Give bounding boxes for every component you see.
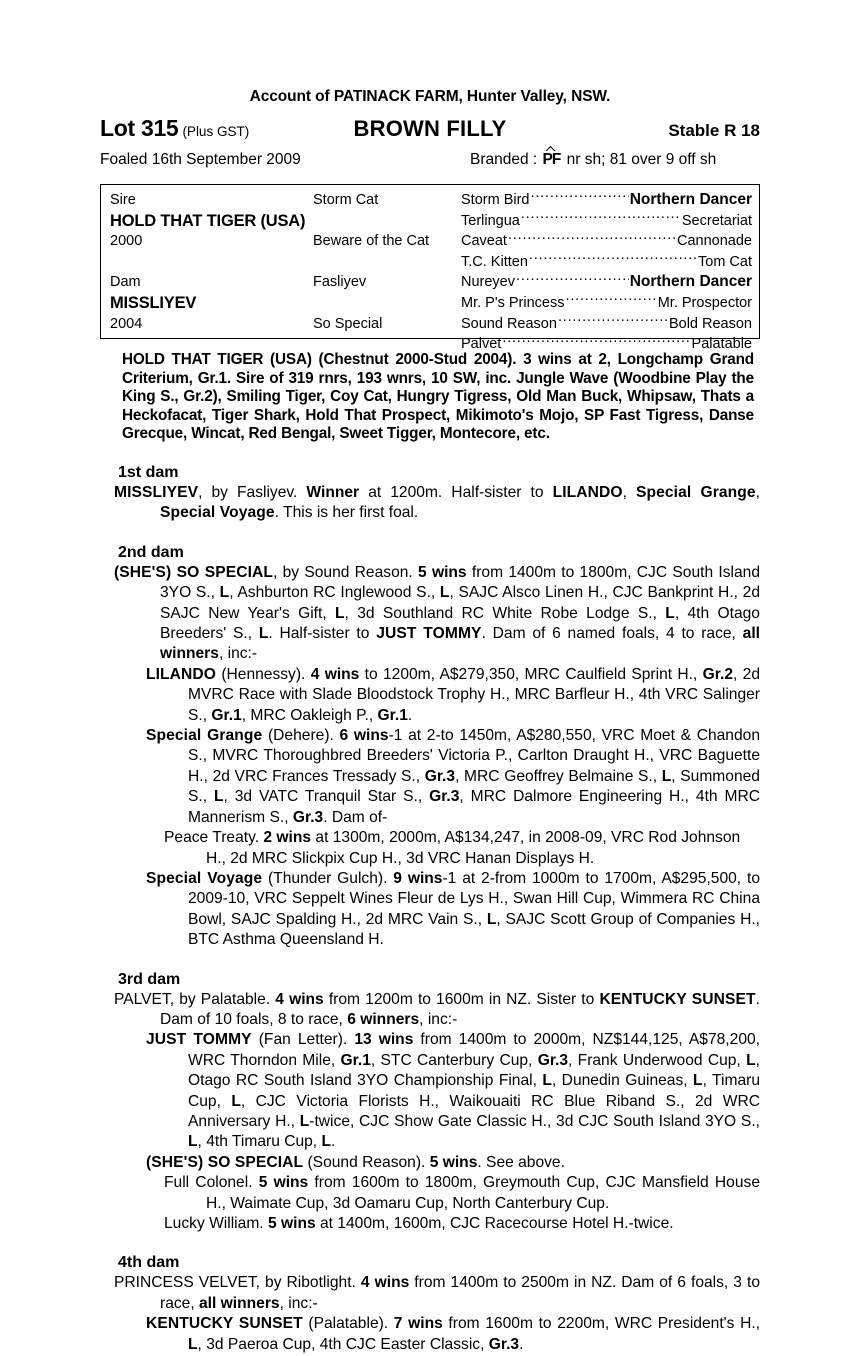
- branded-prefix: Branded :: [470, 151, 542, 169]
- related-horse: LILANDO: [552, 484, 623, 502]
- progeny-entry-special-grange: [142, 726, 760, 828]
- leader-dots: [516, 272, 629, 286]
- text-run: . Dam of 10 foals, 8 to race,: [160, 990, 760, 1028]
- group-marker: Gr.1: [211, 706, 242, 724]
- listed-marker: L: [188, 1335, 198, 1353]
- text-run: (Thunder Gulch).: [262, 869, 394, 887]
- text-run: from 1600m to 1800m, Greymouth Cup, CJC Mansfield House H., Waimate Cup, 3d Oamaru Cup, North Canterbury Cup.: [206, 1174, 760, 1212]
- leader-dots: [529, 252, 697, 266]
- ancestor-name: Sound Reason: [461, 315, 557, 332]
- horse-name: Full Colonel.: [164, 1174, 253, 1192]
- horse-name: Peace Treaty.: [164, 829, 260, 847]
- brand-roof-icon: [544, 144, 559, 151]
- win-record: 4 wins: [310, 665, 360, 683]
- text-run: , 4th Otago Breeders' S.,: [160, 604, 760, 643]
- text-run: from 1400m to 2500m in NZ. Dam of 6 foals, 3 to race,: [160, 1274, 760, 1312]
- second-dam-section: [100, 544, 760, 951]
- leader-dots: [565, 293, 656, 307]
- text-run: , SAJC Scott Group of Companies H., BTC Asthma Queensland H.: [188, 910, 760, 949]
- ancestor-parent: Secretariat: [681, 212, 752, 229]
- ancestor-name: Palvet: [461, 336, 502, 353]
- listed-marker: L: [188, 1133, 198, 1151]
- first-dam-paragraph: [114, 483, 760, 524]
- ancestor-parent: Tom Cat: [698, 253, 752, 270]
- win-record: 7 wins: [393, 1315, 443, 1333]
- winners-count: 6 winners: [347, 1010, 420, 1028]
- listed-marker: L: [213, 788, 224, 806]
- sire-name: HOLD THAT TIGER (USA): [110, 211, 306, 230]
- text-run: at 1200m. Half-sister to: [359, 484, 553, 502]
- listed-marker: L: [439, 584, 450, 602]
- text-run: from 1400m to 2000m, NZ$144,125, A$78,200, WRC Thorndon Mile,: [188, 1031, 760, 1069]
- text-run: .: [519, 1335, 524, 1353]
- winners-count: all winners: [160, 625, 760, 663]
- horse-name: LILANDO: [146, 665, 216, 683]
- horse-name: PRINCESS VELVET: [114, 1274, 256, 1292]
- horse-name: KENTUCKY SUNSET: [146, 1315, 303, 1333]
- sire-summary: HOLD THAT TIGER (USA) (Chestnut 2000-Stud 2004). 3 wins at 2, Longchamp Grand Criterium, Gr.1. Sire of 319 rnrs, 193 wnrs, 10 SW, inc. Jungle Wave (Woodbine Play the King S., Gr.2), Smiling Tiger, Coy Cat, Hungry Tigress, Old Man Buck, Whipsaw, Thats a Heckofacat, Tiger Shark, Hold That Prospect, Mikimoto's Mojo, SP Fast Tigress, Danse Grecque, Wincat, Red Bengal, Sweet Tigger, Montecore, etc.: [122, 351, 754, 443]
- foaled-branded-row: [100, 151, 760, 173]
- progeny-entry-so-special-ref: [142, 1153, 760, 1173]
- ancestor-parent: Northern Dancer: [629, 273, 752, 291]
- listed-marker: L: [321, 1133, 331, 1151]
- listed-marker: L: [693, 1072, 703, 1090]
- pedigree-leader-row: [461, 334, 752, 355]
- progeny-entry-full-colonel: [160, 1173, 760, 1214]
- listed-marker: L: [746, 1051, 756, 1069]
- dam-dam: So Special: [313, 315, 383, 332]
- text-run: , Ashburton RC Inglewood S.,: [229, 584, 440, 602]
- win-record: 5 wins: [252, 1174, 309, 1192]
- text-run: to 1200m, A$279,350, MRC Caulfield Sprint H.,: [359, 665, 703, 683]
- pedigree-leader-row: [461, 314, 752, 335]
- listed-marker: L: [665, 604, 675, 622]
- text-run: (Palatable).: [302, 1315, 394, 1333]
- text-run: , Dunedin Guineas,: [551, 1072, 694, 1090]
- text-run: , by Sound Reason.: [273, 563, 419, 581]
- leader-dots: [508, 231, 676, 245]
- text-run: , CJC Victoria Florists H., Waikouaiti RC Blue Riband S., 2d WRC Anniversary H.,: [188, 1092, 760, 1130]
- text-run: -twice, CJC Show Gate Classic H., 3d CJC South Island 3YO S.,: [309, 1112, 760, 1130]
- text-run: , Frank Underwood Cup,: [568, 1051, 747, 1069]
- listed-marker: L: [661, 767, 672, 785]
- horse-name: Special Voyage: [146, 869, 263, 887]
- foaled-date: Foaled 16th September 2009: [100, 151, 301, 169]
- text-run: , 4th Timaru Cup,: [197, 1133, 322, 1151]
- text-run: . This is her first foal.: [274, 504, 419, 522]
- ancestor-parent: Mr. Prospector: [657, 295, 752, 312]
- related-horse: KENTUCKY SUNSET: [599, 990, 756, 1008]
- leader-dots: [558, 314, 668, 328]
- brand-mark: [543, 151, 561, 169]
- progeny-entry-just-tommy: [142, 1030, 760, 1152]
- horse-name: (SHE'S) SO SPECIAL: [114, 563, 273, 581]
- text-run: from 1600m to 2200m, WRC President's H.,: [442, 1315, 760, 1333]
- sire-dam: Beware of the Cat: [313, 233, 430, 250]
- fourth-dam-heading: 4th dam: [118, 1254, 180, 1272]
- progeny-entry-peace-treaty: [160, 828, 760, 869]
- ancestor-name: Storm Bird: [461, 192, 530, 209]
- ancestor-parent: Bold Reason: [668, 315, 752, 332]
- text-run: , Timaru Cup,: [188, 1072, 760, 1110]
- listed-marker: L: [258, 625, 269, 643]
- text-run: .: [331, 1133, 336, 1151]
- group-marker: Gr.2: [702, 665, 733, 683]
- text-run: , MRC Dalmore Engineering H., 4th MRC Mannerism S.,: [188, 788, 760, 826]
- third-dam-heading: 3rd dam: [118, 970, 181, 988]
- win-record: 5 wins: [263, 1215, 316, 1233]
- listed-marker: L: [335, 604, 345, 622]
- listed-marker: L: [231, 1092, 241, 1110]
- text-run: . Half-sister to: [268, 625, 377, 643]
- text-run: , 3d Paeroa Cup, 4th CJC Easter Classic,: [197, 1335, 489, 1353]
- win-record: 13 wins: [354, 1031, 414, 1049]
- text-run: from 1200m to 1600m in NZ. Sister to: [323, 990, 600, 1008]
- third-dam-paragraph: [114, 990, 760, 1031]
- text-run: (Fan Letter).: [251, 1031, 355, 1049]
- win-record: 2 wins: [259, 829, 312, 847]
- sire-label: Sire: [110, 192, 136, 209]
- branded-suffix: nr sh; 81 over 9 off sh: [562, 151, 717, 169]
- group-marker: Gr.3: [429, 788, 460, 806]
- group-marker: Gr.3: [488, 1335, 520, 1353]
- horse-name: JUST TOMMY: [146, 1031, 252, 1049]
- winners-count: all winners: [199, 1294, 280, 1312]
- text-run: , 2d MVRC Race with Slade Bloodstock Trophy H., MRC Barfleur H., 4th VRC Salinger S.,: [188, 665, 760, 724]
- stable-label: Stable R 18: [668, 121, 760, 141]
- second-dam-heading: 2nd dam: [118, 543, 184, 561]
- pedigree-leader-row: [461, 211, 752, 232]
- group-marker: Gr.3: [537, 1051, 569, 1069]
- win-record: 4 wins: [275, 990, 324, 1008]
- leader-dots: [531, 190, 629, 204]
- ancestor-name: Nureyev: [461, 274, 515, 291]
- pedigree-leader-row: [461, 293, 752, 314]
- win-record: Winner: [306, 484, 360, 502]
- ancestor-name: T.C. Kitten: [461, 253, 528, 270]
- ancestor-parent: Northern Dancer: [629, 191, 752, 209]
- text-run: , by Palatable.: [169, 990, 276, 1008]
- related-horse: Special Voyage: [160, 504, 275, 522]
- dam-sire: Fasliyev: [313, 274, 367, 291]
- text-run: , by Fasliyev.: [198, 484, 307, 502]
- text-run: , Otago RC South Island 3YO Championship Final,: [188, 1051, 760, 1090]
- text-run: . Dam of-: [323, 808, 388, 826]
- text-run: ,: [622, 484, 636, 502]
- text-run: . Dam of 6 named foals, 4 to race,: [481, 625, 743, 643]
- sire-sire: Storm Cat: [313, 192, 379, 209]
- text-run: , 3d VATC Tranquil Star S.,: [223, 788, 430, 806]
- text-run: , SAJC Alsco Linen H., CJC Bankprint H., 2d SAJC New Year's Gift,: [160, 584, 761, 622]
- sire-year: 2000: [110, 233, 143, 250]
- progeny-entry-lilando: [142, 665, 760, 726]
- pedigree-leader-row: [461, 190, 752, 211]
- win-record: 5 wins: [429, 1153, 478, 1171]
- horse-name: PALVET: [114, 990, 170, 1008]
- text-run: from 1400m to 1800m, CJC South Island 3YO S.,: [160, 563, 760, 602]
- ancestor-name: Caveat: [461, 233, 507, 250]
- text-run: , 3d Southland RC White Robe Lodge S.,: [344, 604, 666, 622]
- dam-name: MISSLIYEV: [110, 294, 197, 313]
- fourth-dam-section: [100, 1254, 760, 1355]
- third-dam-section: [100, 971, 760, 1235]
- fourth-dam-paragraph: [114, 1273, 760, 1314]
- horse-name: (SHE'S) SO SPECIAL: [146, 1153, 304, 1171]
- text-run: -1 at 2-to 1450m, A$280,550, VRC Moet & Chandon S., MVRC Thoroughbred Breeders' Victoria P., Carlton Draught H., VRC Baguette H., 2d VRC Frances Tressady S.,: [188, 727, 760, 785]
- first-dam-section: [100, 464, 760, 524]
- win-record: 9 wins: [393, 869, 443, 887]
- text-run: , inc:-: [279, 1294, 318, 1312]
- progeny-entry-lucky-william: [160, 1214, 760, 1234]
- text-run: .: [407, 706, 413, 724]
- text-run: , MRC Geoffrey Belmaine S.,: [455, 767, 662, 785]
- lot-number: Lot 315: [100, 115, 179, 142]
- pedigree-column-parents: [110, 190, 310, 334]
- horse-name: Special Grange: [146, 727, 263, 745]
- brand-letters: PF: [542, 151, 561, 169]
- lot-header-row: [100, 114, 760, 142]
- text-run: (Dehere).: [262, 727, 340, 745]
- text-run: , by Ribotlight.: [255, 1274, 361, 1292]
- text-run: ,: [755, 484, 760, 502]
- ancestor-parent: Cannonade: [677, 233, 752, 250]
- dam-label: Dam: [110, 274, 141, 291]
- text-run: at 1400m, 1600m, CJC Racecourse Hotel H.-twice.: [315, 1215, 674, 1233]
- listed-marker: L: [299, 1112, 310, 1130]
- page-title: BROWN FILLY: [353, 116, 507, 142]
- ancestor-name: Terlingua: [461, 212, 520, 229]
- text-run: (Hennessy).: [216, 665, 311, 683]
- account-line: Account of PATINACK FARM, Hunter Valley, NSW.: [249, 88, 611, 105]
- listed-marker: L: [542, 1072, 552, 1090]
- pedigree-column-great-grandparents: [461, 190, 752, 355]
- horse-name: Lucky William.: [164, 1215, 264, 1233]
- text-run: . See above.: [477, 1153, 565, 1171]
- pedigree-leader-row: [461, 272, 752, 293]
- pedigree-table: [100, 184, 760, 353]
- text-run: , inc:-: [419, 1010, 458, 1028]
- first-dam-heading: 1st dam: [118, 464, 179, 482]
- ancestor-name: Mr. P's Princess: [461, 295, 565, 312]
- win-record: 5 wins: [418, 563, 467, 581]
- win-record: 6 wins: [339, 727, 389, 745]
- group-marker: Gr.3: [292, 808, 324, 826]
- group-marker: Gr.1: [340, 1051, 371, 1069]
- group-marker: Gr.1: [377, 706, 408, 724]
- listed-marker: L: [219, 584, 230, 602]
- group-marker: Gr.3: [424, 767, 456, 785]
- progeny-entry-special-voyage: [142, 869, 760, 951]
- leader-dots: [521, 211, 681, 225]
- text-run: -1 at 2-from 1000m to 1700m, A$295,500, to 2009-10, VRC Seppelt Wines Fleur de Lys H., Swan Hill Cup, Wimmera RC China Bowl, SAJC Spalding H., 2d MRC Vain S.,: [188, 869, 760, 928]
- second-dam-paragraph: [114, 563, 760, 665]
- text-run: , STC Canterbury Cup,: [370, 1051, 538, 1069]
- ancestor-parent: Palatable: [691, 336, 752, 353]
- horse-name: MISSLIYEV: [114, 484, 199, 502]
- pedigree-leader-row: [461, 252, 752, 273]
- win-record: 4 wins: [360, 1274, 410, 1292]
- pedigree-leader-row: [461, 231, 752, 252]
- progeny-entry-kentucky-sunset: [142, 1314, 760, 1355]
- text-run: (Sound Reason).: [303, 1153, 430, 1171]
- related-horse: JUST TOMMY: [376, 625, 482, 643]
- text-run: , MRC Oakleigh P.,: [241, 706, 378, 724]
- leader-dots: [502, 334, 690, 348]
- text-run: at 1300m, 2000m, A$134,247, in 2008-09, VRC Rod Johnson H., 2d MRC Slickpix Cup H., 3d VRC Hanan Displays H.: [206, 829, 741, 867]
- brand-description: [470, 151, 716, 169]
- text-run: , inc:-: [218, 645, 258, 663]
- text-run: , Summoned S.,: [188, 767, 760, 806]
- dam-year: 2004: [110, 315, 143, 332]
- listed-marker: L: [486, 910, 497, 928]
- related-horse: Special Grange: [636, 484, 756, 502]
- gst-note: (Plus GST): [182, 124, 250, 140]
- pedigree-column-grandparents: [313, 190, 458, 334]
